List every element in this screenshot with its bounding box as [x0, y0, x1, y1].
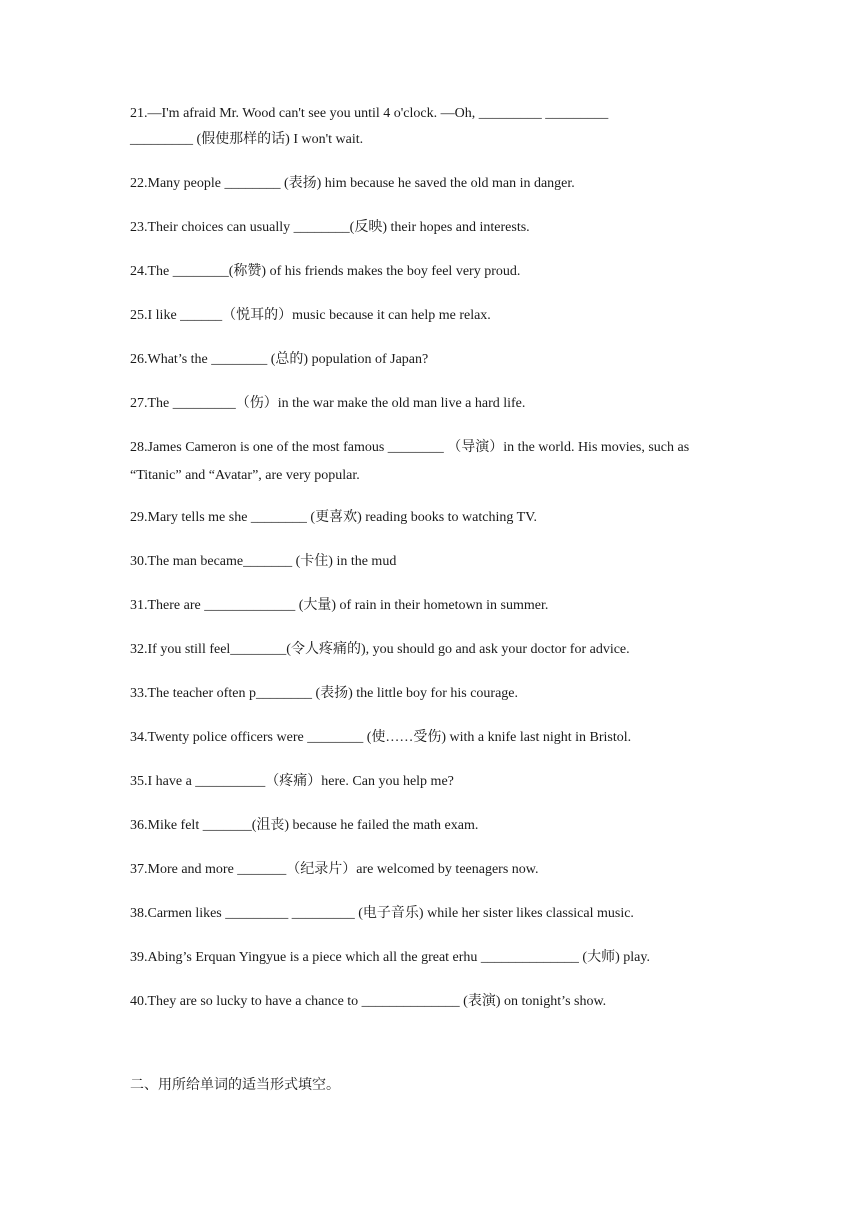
question-37: 37.More and more _______（纪录片）are welcomed by teenagers now. — [130, 862, 539, 877]
question-34: 34.Twenty police officers were ________ (使……受伤) with a knife last night in Bristol. — [130, 730, 632, 745]
question-29: 29.Mary tells me she ________ (更喜欢) reading books to watching TV. — [130, 510, 537, 525]
question-24: 24.The ________(称赞) of his friends makes the boy feel very proud. — [130, 264, 521, 279]
section-two-heading: 二、用所给单词的适当形式填空。 — [130, 1078, 340, 1093]
question-22: 22.Many people ________ (表扬) him because he saved the old man in danger. — [130, 176, 575, 191]
question-28-line-2: “Titanic” and “Avatar”, are very popular. — [130, 468, 360, 483]
question-27: 27.The _________（伤）in the war make the old man live a hard life. — [130, 396, 526, 411]
question-21-line-1: 21.—I'm afraid Mr. Wood can't see you until 4 o'clock. —Oh, _________ _________ — [130, 106, 609, 121]
question-28-line-1: 28.James Cameron is one of the most famous ________ （导演）in the world. His movies, such as — [130, 440, 690, 455]
question-31: 31.There are _____________ (大量) of rain in their hometown in summer. — [130, 598, 549, 613]
question-21-line-2: _________ (假使那样的话) I won't wait. — [130, 132, 364, 147]
question-26: 26.What’s the ________ (总的) population of Japan? — [130, 352, 429, 367]
question-25: 25.I like ______（悦耳的）music because it can help me relax. — [130, 308, 491, 323]
question-40: 40.They are so lucky to have a chance to ______________ (表演) on tonight’s show. — [130, 994, 607, 1009]
question-32: 32.If you still feel________(令人疼痛的), you should go and ask your doctor for advice. — [130, 642, 630, 657]
question-23: 23.Their choices can usually ________(反映) their hopes and interests. — [130, 220, 530, 235]
question-35: 35.I have a __________（疼痛）here. Can you help me? — [130, 774, 454, 789]
question-38: 38.Carmen likes _________ _________ (电子音乐) while her sister likes classical music. — [130, 906, 634, 921]
question-33: 33.The teacher often p________ (表扬) the little boy for his courage. — [130, 686, 518, 701]
question-39: 39.Abing’s Erquan Yingyue is a piece which all the great erhu ______________ (大师) play. — [130, 950, 650, 965]
question-36: 36.Mike felt _______(沮丧) because he failed the math exam. — [130, 818, 479, 833]
question-30: 30.The man became_______ (卡住) in the mud — [130, 554, 397, 569]
